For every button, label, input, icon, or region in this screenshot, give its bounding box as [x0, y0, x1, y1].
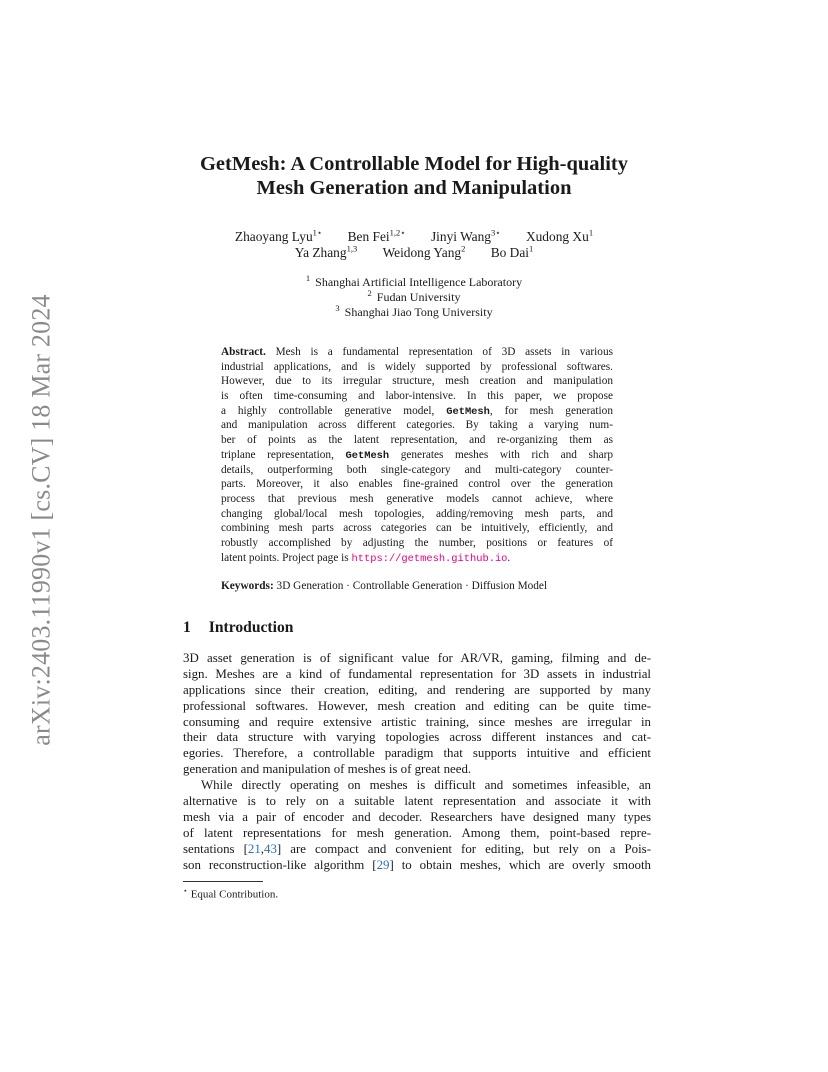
author: Ben Fei$^{1,2⋆}$: [347, 227, 406, 244]
author: Ya Zhang$^{1,3}$: [294, 243, 358, 260]
author: Xudong Xu$^1$: [525, 227, 594, 244]
footnote-rule: [183, 881, 263, 882]
author: Weidong Yang$^2$: [382, 243, 466, 260]
affiliation: $^3$ Shanghai Jiao Tong University: [335, 303, 493, 319]
citation-link[interactable]: 43: [264, 841, 277, 856]
abstract: Abstract. Mesh is a fundamental representation of 3D assets in various industrial applications, and is widely supported by professional softwares. However, due to its irregular structure, mesh creation and manipulation is often time-consuming and labor-intensive. In this paper, we propose a highly controllable generative model, GetMesh, for mesh generation and manipulation across different categories. By taking a varying num- ber of points as the latent representation, and re-organizing them as triplane representation, GetMesh generates meshes with rich and sharp details, outperforming both single-category and multi-category counter- parts. Moreover, it also enables fine-grained control over the generation process that previous mesh generative models cannot achieve, where changing global/local mesh topologies, adding/removing mesh parts, and combining mesh parts across categories can be intuitively, efficiently, and robustly accomplished by adjusting the number, positions or features of latent points. Project page is https://getmesh.github.io.: [221, 346, 614, 565]
author: Zhaoyang Lyu$^{1⋆}$: [234, 227, 323, 244]
model-name: GetMesh: [345, 449, 390, 462]
model-name: GetMesh: [446, 405, 490, 418]
keywords-label: Keywords:: [221, 580, 274, 592]
author: Jinyi Wang$^{3⋆}$: [430, 227, 501, 244]
body-text: 3D asset generation is of significant value for AR/VR, gaming, filming and de- sign. Meshes are a kind of fundamental representation for 3D assets in industrial applications since their creation, editing, and rendering are supported by many professional softwares. However, mesh creation and editing can be quite time- consuming and require extensive artistic training, since meshes are irregular in their data structure with varying topologies across different instances and cat- egories. Therefore, a controllable paradigm that supports intuitive and efficient generation and manipulation of meshes is of great need. While directly operating on meshes is difficult and sometimes infeasible, an alternative is to rely on a suitable latent representation and associate it with mesh via a pair of encoder and decoder. Researchers have designed many types of latent representations for mesh generation. Among them, point-based repre- sentations [21,43] are compact and convenient for editing, but rely on a Pois- son reconstruction-like algorithm [29] to obtain meshes, which are overly smooth: [183, 651, 651, 872]
author-list: [150, 229, 678, 261]
keywords: [221, 580, 621, 592]
citation-link[interactable]: 29: [376, 857, 390, 872]
paper-title: [150, 152, 678, 200]
author: Bo Dai$^1$: [490, 243, 534, 260]
project-page-link[interactable]: https://getmesh.github.io: [351, 552, 508, 565]
title-line-2: Mesh Generation and Manipulation: [256, 177, 572, 199]
footnote-mark: ⋆: [183, 886, 188, 895]
keywords-text: 3D Generation · Controllable Generation · Diffusion Model: [276, 580, 548, 592]
arxiv-identifier-text: arXiv:2403.11990v1 [cs.CV] 18 Mar 2024: [27, 294, 56, 746]
section-number: 1: [183, 619, 191, 636]
section-title: Introduction: [208, 619, 294, 636]
footnote: [183, 886, 278, 901]
footnote-text: Equal Contribution.: [190, 888, 279, 901]
affiliation-list: [150, 275, 678, 320]
author-line-2: [150, 245, 678, 261]
affiliation: $^2$ Fudan University: [367, 288, 461, 304]
author-line-1: [150, 229, 678, 245]
arxiv-identifier: [22, 280, 62, 760]
citation-link[interactable]: 21: [247, 841, 261, 856]
affiliation: $^1$ Shanghai Artificial Intelligence Laboratory: [305, 273, 523, 289]
abstract-label: Abstract.: [221, 346, 266, 358]
title-line-1: GetMesh: A Controllable Model for High-quality: [199, 153, 629, 175]
section-heading: [183, 619, 293, 637]
